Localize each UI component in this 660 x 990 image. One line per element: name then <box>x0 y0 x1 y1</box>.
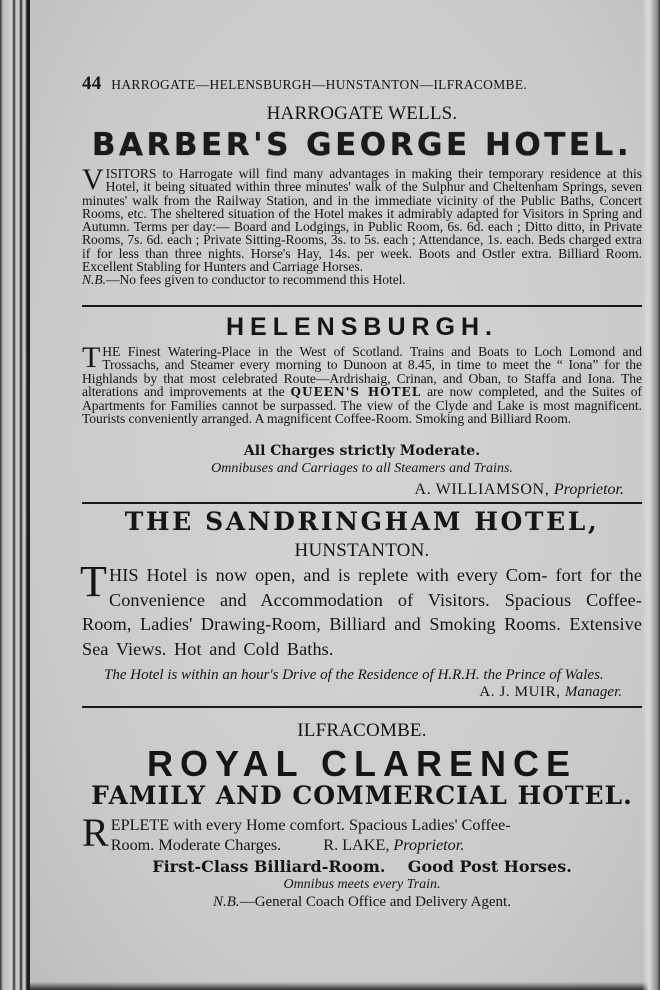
royal-clarence-title: ROYAL CLARENCE <box>146 743 578 784</box>
hunstanton-ad-body <box>80 557 642 661</box>
section-divider <box>82 305 642 307</box>
harrogate-ad-body <box>82 163 642 288</box>
ilfracombe-first-line: EPLETE with every Home comfort. Spacious Ladies' Coffee- <box>110 816 511 834</box>
barbers-george-hotel-title: BARBER'S GEORGE HOTEL. <box>91 127 633 163</box>
hunstanton-first-line: HIS Hotel is now open, and is replete with every Com- <box>108 565 548 585</box>
sandringham-hotel-title: THE SANDRINGHAM HOTEL, <box>124 507 600 536</box>
running-head <box>82 73 642 95</box>
hunstanton-note <box>82 667 642 684</box>
ilfracombe-nb <box>82 894 642 911</box>
helensburgh-heading: HELENSBURGH. <box>225 313 498 341</box>
ilfracombe-features: First-Class Billiard-Room. Good Post Horses. <box>152 857 572 876</box>
hunstanton-place-heading: HUNSTANTON. <box>294 540 430 561</box>
harrogate-first-line: ISITORS to Harrogate will find many advantages in making their temporary residence <box>105 166 601 181</box>
hunstanton-text: fort for the Convenience and Accommodation of Visitors. Spacious Coffee-Room, Ladies' Drawing-Room, Billiard and Smoking Rooms. Extensive Sea Views. Hot and Cold Baths. <box>82 565 642 659</box>
ilfracombe-omnibus: Omnibus meets every Train. <box>283 877 441 892</box>
book-binding-edge <box>0 0 30 990</box>
helensburgh-first-line: HE Finest Watering-Place in the West of Scotland. Trains and Boats to Loch <box>102 344 562 359</box>
helensburgh-charges: All Charges strictly Moderate. <box>243 443 481 459</box>
helensburgh-text-b: are now completed, and the Suites of Apartments for Families cannot be surpassed. The view of the Clyde and Lake is most magnificent. Tourists conveniently arranged. A magnificent Coffee-Room. Smoking and Billiard Room. <box>82 383 642 427</box>
hunstanton-note-text: The Hotel is within an hour's Drive of the Residence of H.R.H. the Prince of Wales. <box>104 667 604 683</box>
helensburgh-ad-body <box>82 341 643 427</box>
manager-name: A. J. MUIR, <box>479 684 561 700</box>
ilfracombe-proprietor-title: Proprietor. <box>393 836 465 854</box>
ilfracombe-nb-text: —General Coach Office and Delivery Agent. <box>239 894 511 910</box>
section-divider <box>82 706 642 708</box>
ilfracombe-proprietor-name: R. LAKE, <box>323 836 390 854</box>
harrogate-nb-label: N.B. <box>82 272 106 288</box>
helensburgh-dropcap: T <box>82 341 101 374</box>
harrogate-dropcap: V <box>82 163 104 196</box>
family-commercial-hotel-subtitle: FAMILY AND COMMERCIAL HOTEL. <box>91 781 633 810</box>
harrogate-nb-text: —No fees given to conductor to recommend this Hotel. <box>105 272 406 288</box>
page-number: 44 <box>82 73 102 94</box>
proprietor-title: Proprietor. <box>553 481 624 498</box>
harrogate-place-heading: HARROGATE WELLS. <box>266 103 458 124</box>
page-bottom-shadow <box>30 982 660 990</box>
helensburgh-omnibuses: Omnibuses and Carriages to all Steamers and Trains. <box>211 461 513 476</box>
ilfracombe-second-line <box>82 835 642 855</box>
book-page <box>30 0 660 990</box>
manager-title: Manager. <box>564 684 622 700</box>
section-divider <box>82 502 642 504</box>
ilfracombe-nb-label: N.B. <box>213 894 240 910</box>
ilfracombe-moderate-charges: Room. Moderate Charges. <box>110 836 282 854</box>
queens-hotel-name: QUEEN'S HOTEL <box>290 384 422 399</box>
ilfracombe-place-heading: ILFRACOMBE. <box>297 720 427 741</box>
running-head-title: HARROGATE—HELENSBURGH—HUNSTANTON—ILFRACOMBE. <box>111 77 528 92</box>
ilfracombe-ad-body <box>82 810 642 855</box>
hunstanton-dropcap: T <box>80 557 107 606</box>
harrogate-text: at this Hotel, it being situated within three minutes' walk of the Sulphur and Cheltenham Springs, seven minutes' walk from the Railway Station, and in the immediate vicinity of the Public Baths, Concert Rooms, etc. The sheltered situation of the Hotel makes it admirably adapted for Visitors in Spring and Autumn. Terms per day:— Board and Lodgings, in Public Room, 6s. 6d. each ; Ditto ditto, in Private Rooms, 7s. 6d. each ; Private Sitting-Rooms, 3s. to 5s. each ; Attendance, 1s. each. Beds charged extra if for less than three nights. Horse's Hay, 14s. per week. Boots and Ostler extra. Billiard Room. Excellent Stabling for Hunters and Carriage Horses. <box>82 166 642 275</box>
ilfracombe-dropcap: R <box>82 810 109 855</box>
proprietor-name: A. WILLIAMSON, <box>414 481 550 498</box>
helensburgh-proprietor <box>82 481 642 499</box>
helensburgh-text-a: Lomond and Trossachs, and Steamer every morning to Dunoon at 8.45, in time to meet the “ Iona” for the Highlands by that most celebrated Route—Ardrishaig, Crinan, and Oban, to Staffa and Iona. The alterations and improvements at the <box>82 344 643 399</box>
hunstanton-manager <box>82 684 642 701</box>
